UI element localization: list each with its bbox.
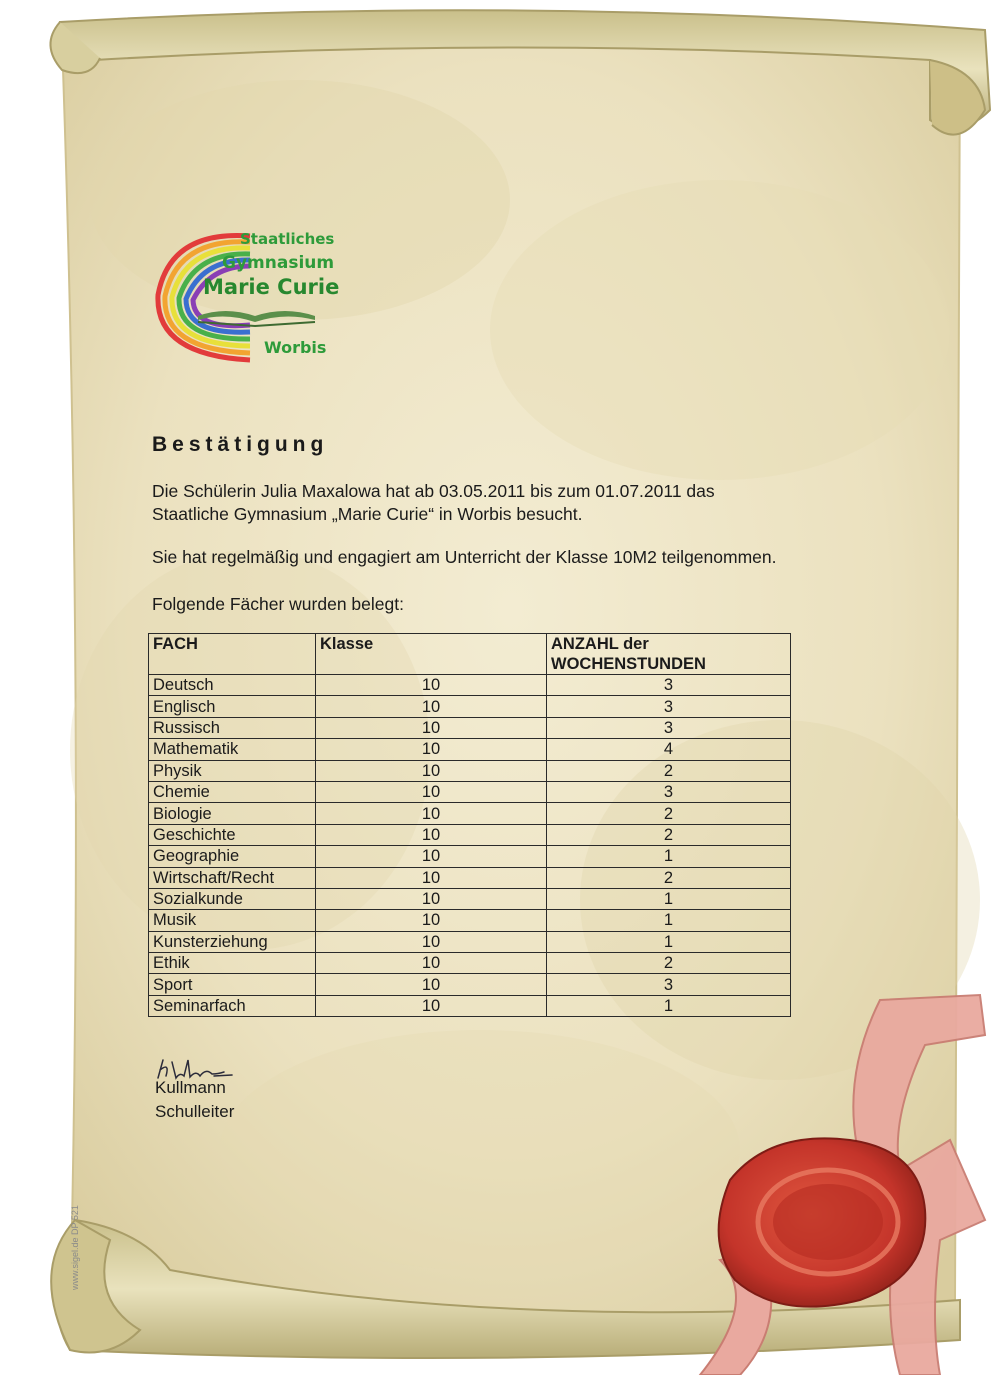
signer-name: Kullmann: [155, 1078, 226, 1097]
header-anzahl-line1: ANZAHL der: [551, 635, 649, 653]
cell-klasse: 10: [316, 675, 547, 696]
cell-fach: Wirtschaft/Recht: [149, 867, 316, 888]
cell-fach: Ethik: [149, 953, 316, 974]
cell-stunden: 2: [547, 867, 791, 888]
table-row: [149, 995, 791, 1016]
paragraph-participation: Sie hat regelmäßig und engagiert am Unterricht der Klasse 10M2 teilgenommen.: [152, 547, 777, 567]
cell-stunden: 3: [547, 781, 791, 802]
cell-klasse: 10: [316, 717, 547, 738]
table-row: [149, 953, 791, 974]
cell-stunden: 1: [547, 931, 791, 952]
table-header-row: [149, 634, 791, 675]
cell-klasse: 10: [316, 888, 547, 909]
cell-stunden: 1: [547, 888, 791, 909]
cell-klasse: 10: [316, 696, 547, 717]
margin-print-mark: [70, 1160, 88, 1290]
cell-fach: Physik: [149, 760, 316, 781]
cell-stunden: 1: [547, 846, 791, 867]
cell-stunden: 3: [547, 717, 791, 738]
cell-fach: Seminarfach: [149, 995, 316, 1016]
cell-stunden: 2: [547, 803, 791, 824]
table-row: [149, 739, 791, 760]
cell-fach: Geschichte: [149, 824, 316, 845]
cell-fach: Kunsterziehung: [149, 931, 316, 952]
cell-fach: Englisch: [149, 696, 316, 717]
cell-fach: Musik: [149, 910, 316, 931]
cell-klasse: 10: [316, 760, 547, 781]
cell-fach: Chemie: [149, 781, 316, 802]
table-row: [149, 974, 791, 995]
cell-stunden: 1: [547, 910, 791, 931]
cell-klasse: 10: [316, 846, 547, 867]
table-row: [149, 888, 791, 909]
cell-fach: Geographie: [149, 846, 316, 867]
cell-stunden: 2: [547, 760, 791, 781]
table-row: [149, 867, 791, 888]
document-title: Bestätigung: [152, 433, 329, 456]
cell-klasse: 10: [316, 931, 547, 952]
cell-stunden: 1: [547, 995, 791, 1016]
paragraph-subjects-intro: Folgende Fächer wurden belegt:: [152, 594, 404, 614]
header-anzahl: [547, 634, 791, 675]
paragraph-attendance-line2: Staatliche Gymnasium „Marie Curie“ in Worbis besucht.: [152, 504, 583, 524]
logo-text-staatliches: Staatliches: [240, 230, 335, 248]
table-row: [149, 803, 791, 824]
cell-fach: Biologie: [149, 803, 316, 824]
subjects-table: [148, 633, 791, 1017]
table-row: [149, 760, 791, 781]
table-row: [149, 910, 791, 931]
table-row: [149, 846, 791, 867]
margin-print-text: www.sigel.de DP 521: [70, 1205, 80, 1290]
cell-fach: Sport: [149, 974, 316, 995]
wax-seal: [719, 1138, 926, 1306]
cell-stunden: 3: [547, 675, 791, 696]
cell-fach: Russisch: [149, 717, 316, 738]
cell-fach: Sozialkunde: [149, 888, 316, 909]
table-row: [149, 931, 791, 952]
signer-role: Schulleiter: [155, 1102, 235, 1121]
cell-klasse: 10: [316, 910, 547, 931]
cell-klasse: 10: [316, 953, 547, 974]
table-row: [149, 824, 791, 845]
cell-klasse: 10: [316, 824, 547, 845]
cell-fach: Deutsch: [149, 675, 316, 696]
table-row: [149, 696, 791, 717]
cell-klasse: 10: [316, 867, 547, 888]
paragraph-attendance: [152, 480, 715, 526]
cell-stunden: 2: [547, 824, 791, 845]
header-anzahl-line2: WOCHENSTUNDEN: [551, 655, 706, 673]
subjects-table-body: [149, 675, 791, 1017]
cell-stunden: 3: [547, 974, 791, 995]
cell-stunden: 4: [547, 739, 791, 760]
logo-text-marie-curie: Marie Curie: [203, 275, 340, 299]
header-klasse: Klasse: [316, 634, 547, 675]
table-row: [149, 781, 791, 802]
logo-text-gymnasium: Gymnasium: [222, 253, 335, 273]
cell-stunden: 2: [547, 953, 791, 974]
table-row: [149, 675, 791, 696]
cell-klasse: 10: [316, 974, 547, 995]
cell-klasse: 10: [316, 995, 547, 1016]
header-fach: FACH: [149, 634, 316, 675]
cell-klasse: 10: [316, 781, 547, 802]
table-row: [149, 717, 791, 738]
logo-text-worbis: Worbis: [264, 338, 327, 357]
cell-klasse: 10: [316, 803, 547, 824]
cell-stunden: 3: [547, 696, 791, 717]
paragraph-attendance-line1: Die Schülerin Julia Maxalowa hat ab 03.05.2011 bis zum 01.07.2011 das: [152, 481, 715, 501]
cell-fach: Mathematik: [149, 739, 316, 760]
cell-klasse: 10: [316, 739, 547, 760]
